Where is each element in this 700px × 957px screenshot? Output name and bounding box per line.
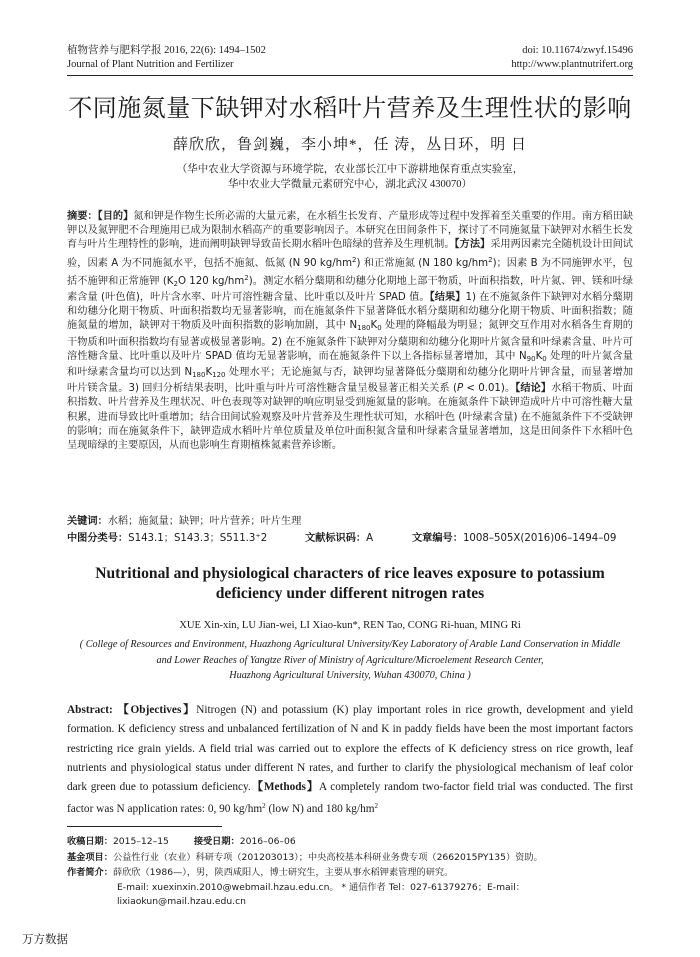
p-symbol: P bbox=[456, 383, 464, 395]
title-en-line1: Nutritional and physiological characters of rice leaves exposure to potassium bbox=[95, 565, 605, 582]
clc-value: S143.1；S143.3；S511.3⁺2 bbox=[128, 533, 268, 544]
results-text: K bbox=[205, 367, 213, 379]
accepted-date: 2016–06–06 bbox=[239, 836, 296, 847]
title-en-line2: deficiency under different nitrogen rates bbox=[215, 585, 485, 602]
journal-name-en: Journal of Plant Nutrition and Fertilizer bbox=[67, 59, 234, 70]
footnote-funding bbox=[67, 851, 633, 865]
sub: 90 bbox=[526, 354, 536, 363]
sup: 2 bbox=[488, 255, 493, 264]
sub: 0 bbox=[377, 324, 382, 333]
results-text: 1) 在不施氮条件下缺钾对水稻分蘖期和幼穗分化期干物质、叶面积指数均无显著影响，而在施氮条件下显著降低水稻分蘖期和幼穗分化期干物质、叶面积指数；随施氮量的增加，缺钾对干物质及叶面积指数的影响加剧，其中 N bbox=[67, 292, 633, 332]
footnote-dates bbox=[67, 835, 633, 849]
sup: 2 bbox=[262, 802, 266, 811]
authors-cn: 薛欣欣，鲁剑巍，李小坤*，任 涛，丛日环，明 日 bbox=[172, 137, 527, 153]
conclusion-text: 水稻干物质、叶面积指数、叶片营养及生理状况、叶色表现等对缺钾的响应明显受到施氮量的影响。在施氮条件下缺钾造成叶片中可溶性糖大量积累，进而导致比叶重增加；结合田间试验观察及叶片营养及生理性状可知，水稻叶色 (叶绿素含量) 在不施氮条件下不受缺钾的影响；而在施氮条件下，缺钾造成水稻叶片单位质量及单位叶面积氮含量和叶绿素含量显著增加，这是田间条件下水稻叶色呈现暗绿的主要原因，从而也影响生育期植株氮素营养诊断。 bbox=[67, 383, 634, 452]
sub: 120 bbox=[212, 371, 226, 380]
title-en bbox=[60, 564, 640, 604]
results-tag: 【结果】 bbox=[429, 292, 466, 304]
results-text: K bbox=[535, 350, 543, 362]
methods-text: )。测定水稻分蘖期和幼穗分化期地上部干物质，叶面积指数，叶片氮、钾、镁和叶绿素含量 (叶色值)，叶片含水率、叶片可溶性糖含量、比叶重以及叶片 SPAD 值。 bbox=[67, 275, 633, 304]
affiliation-en-line2: and Lower Reaches of Yangtze River of Ministry of Agriculture/Microelement Research Center, bbox=[156, 654, 544, 666]
results-text: 处理的叶片氮含量和叶绿素含量均可以达到 N bbox=[67, 350, 633, 379]
keywords-label: 关键词： bbox=[67, 516, 108, 527]
abstract-en-label: Abstract: bbox=[67, 704, 113, 716]
affiliation-en-line3: Huazhong Agricultural University, Wuhan 430070, China ) bbox=[229, 670, 471, 681]
sup: 2 bbox=[374, 802, 379, 811]
journal-url[interactable]: http://www.plantnutrifert.org bbox=[511, 59, 633, 70]
methods-text: )；因素 B 为不同施钾水平，包括不施钾和正常施钾 (K bbox=[67, 257, 633, 287]
sub: 0 bbox=[542, 354, 547, 363]
methods-tag: 【方法】 bbox=[454, 239, 491, 251]
authors-en: XUE Xin-xin, LU Jian-wei, LI Xiao-kun*, REN Tao, CONG Ri-huan, MING Ri bbox=[179, 620, 521, 631]
funding-text: 公益性行业（农业）科研专项（201203013）；中央高校基本科研业务费专项（2662015PY135）资助。 bbox=[112, 852, 543, 863]
methods-en-text: (low N) and 180 kg/hm bbox=[265, 803, 375, 816]
methods-text: ) 和正常施氮 (N 180 kg/hm bbox=[356, 257, 489, 269]
doi[interactable]: doi: 10.11674/zwyf.15496 bbox=[522, 45, 633, 56]
article-number bbox=[412, 529, 616, 544]
title-cn: 不同施氮量下缺钾对水稻叶片营养及生理性状的影响 bbox=[68, 94, 632, 122]
article-value: 1008–505X(2016)06–1494–09 bbox=[462, 533, 617, 544]
journal-issue: 植物营养与肥料学报 2016, 22(6): 1494–1502 bbox=[67, 45, 266, 56]
footnote-bio bbox=[67, 866, 633, 880]
wanfang-watermark: 万方数据 bbox=[22, 932, 68, 946]
conclusion-tag: 【结论】 bbox=[515, 383, 552, 395]
header-rule bbox=[67, 75, 633, 76]
affiliation-en bbox=[60, 637, 640, 684]
affiliation-en-line1: ( College of Resources and Environment, Huazhong Agricultural University/Key Laboratory of Arable Land Conservation in Middle bbox=[79, 639, 621, 650]
objectives-tag: 【Objectives】 bbox=[117, 704, 197, 716]
doc-value: A bbox=[366, 533, 374, 544]
methods-en-text: A completely random two-factor field trial was conducted. The first factor was N application rates: 0, 90 kg/hm bbox=[67, 781, 634, 816]
results-text: < 0.01)。 bbox=[463, 383, 516, 395]
methods-text: 采用两因素完全随机设计田间试验，因素 A 为不同施氮水平，包括不施氮、低氮 (N 90 kg/hm bbox=[67, 239, 633, 269]
clc-label: 中图分类号： bbox=[67, 533, 129, 544]
keywords bbox=[67, 512, 633, 527]
affiliation-cn-line1: （华中农业大学资源与环境学院，农业部长江中下游耕地保育重点实验室， bbox=[176, 164, 524, 175]
funding-label: 基金项目： bbox=[67, 852, 113, 863]
sub: 180 bbox=[357, 324, 371, 333]
sub: 180 bbox=[192, 371, 206, 380]
footnote-email: E-mail: xuexinxin.2010@webmail.hzau.edu.cn。 * 通信作者 Tel：027-61379276；E-mail：lixiaokun@mail.hzau.edu.cn bbox=[117, 882, 525, 907]
methods-text: O 120 kg/hm bbox=[177, 275, 245, 287]
results-text: K bbox=[370, 320, 378, 332]
received-label: 收稿日期： bbox=[67, 836, 113, 847]
results-text: 处理水平；无论施氮与否，缺钾均显著降低分蘖期和幼穗分化期叶片钾含量，而显著增加叶片镁含量。3) 回归分析结果表明，比叶重与叶片可溶性糖含量呈极显著正相关关系 ( bbox=[67, 367, 634, 395]
sub: 2 bbox=[173, 279, 178, 288]
bio-text: 薛欣欣（1986—），男，陕西咸阳人，博士研究生，主要从事水稻钾素管理的研究。 bbox=[112, 867, 454, 878]
article-label: 文章编号： bbox=[412, 533, 463, 544]
doc-label: 文献标识码： bbox=[305, 533, 367, 544]
objectives-text: Nitrogen (N) and potassium (K) play important roles in rice growth, development and yield formation. K deficiency stress and unbalanced fertilization of N and K in paddy fields have been the most important factors restricting rice grain yields. A field trial was carried out to explore the effects of K deficiency stress on rice growth, leaf nutrients and physiological status under different N rates, and further to clarify the physiological mechanism of leaf color dark green due to potassium deficiency. bbox=[67, 704, 633, 794]
sup: 2 bbox=[244, 273, 249, 282]
sup: 2 bbox=[352, 255, 357, 264]
methods-en-tag: 【Methods】 bbox=[250, 781, 320, 794]
affiliation-cn-line2: 华中农业大学微量元素研究中心，湖北武汉 430070） bbox=[227, 179, 473, 190]
abstract-en bbox=[67, 701, 633, 820]
received-date: 2015–12–15 bbox=[112, 836, 169, 847]
abstract-cn-label: 摘要： bbox=[67, 211, 98, 222]
footnote-rule bbox=[67, 826, 222, 827]
abstract-cn bbox=[67, 210, 633, 453]
bio-label: 作者简介： bbox=[67, 867, 113, 878]
keywords-value: 水稻；施氮量；缺钾；叶片营养；叶片生理 bbox=[107, 516, 302, 527]
results-text: 处理的降幅最为明显；氮钾交互作用对水稻各生育期的干物质和叶面积指数均有显著或极显著影响。2) 在不施氮条件下缺钾对分蘖期和幼穗分化期叶片氮含量和叶绿素含量、叶片可溶性糖含量、比叶重以及叶片 SPAD 值均无显著影响，而在施氮条件下以上各指标显著增加，其中 N bbox=[67, 320, 633, 362]
doc-code bbox=[305, 529, 373, 544]
objective-text: 氮和钾是作物生长所必需的大量元素，在水稻生长发育、产量形成等过程中发挥着至关重要的作用。南方稻田缺钾以及氮钾肥不合理施用已成为限制水稻高产的重要影响因子。本研究在田间条件下，探讨了不同施氮量下缺钾对水稻生长发育与叶片生理特性的影响，进而阐明缺钾导致苗长期水稻叶色暗绿的营养及生理机制。 bbox=[67, 211, 634, 251]
objective-tag: 【目的】 bbox=[97, 211, 134, 222]
accepted-label: 接受日期： bbox=[193, 836, 240, 847]
